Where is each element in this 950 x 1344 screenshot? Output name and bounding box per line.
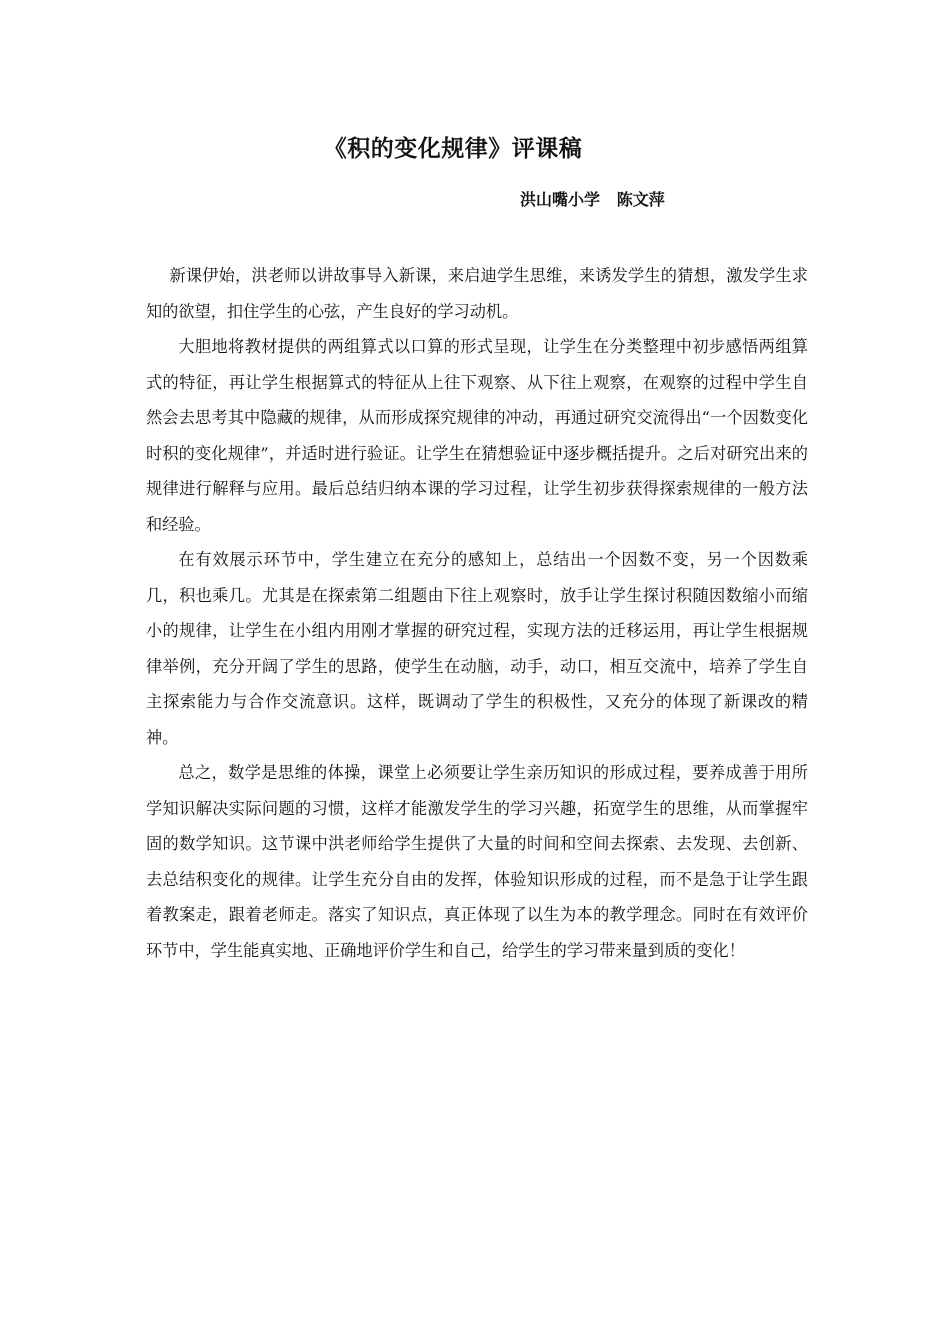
paragraph-4: 总之，数学是思维的体操，课堂上必须要让学生亲历知识的形成过程，要养成善于用所学知识解决实际问题的习惯，这样才能激发学生的学习兴趣，拓宽学生的思维，从而掌握牢固的数学知识。这节课中洪老师给学生提供了大量的时间和空间去探索、去发现、去创新、去总结积变化的规律。让学生充分自由的发挥，体验知识形成的过程，而不是急于让学生跟着教案走，跟着老师走。落实了知识点，真正体现了以生为本的教学理念。同时在有效评价环节中，学生能真实地、正确地评价学生和自己，给学生的学习带来量到质的变化！ xyxy=(146,763,808,960)
page-title: 《积的变化规律》评课稿 xyxy=(323,136,583,162)
paragraph-3: 在有效展示环节中，学生建立在充分的感知上，总结出一个因数不变，另一个因数乘几，积也乘几。尤其是在探索第二组题由下往上观察时，放手让学生探讨积随因数缩小而缩小的规律，让学生在小组内用刚才掌握的研究过程，实现方法的迁移运用，再让学生根据规律举例，充分开阔了学生的思路，使学生在动脑，动手，动口，相互交流中，培养了学生自主探索能力与合作交流意识。这样，既调动了学生的积极性，又充分的体现了新课改的精神。 xyxy=(146,550,808,747)
paragraph-2: 大胆地将教材提供的两组算式以口算的形式呈现，让学生在分类整理中初步感悟两组算式的特征，再让学生根据算式的特征从上往下观察、从下往上观察，在观察的过程中学生自然会去思考其中隐藏的规律，从而形成探究规律的冲动，再通过研究交流得出“一个因数变化时积的变化规律”，并适时进行验证。让学生在猜想验证中逐步概括提升。之后对研究出来的规律进行解释与应用。最后总结归纳本课的学习过程，让学生初步获得探索规律的一般方法和经验。 xyxy=(146,337,808,534)
body-text xyxy=(146,258,808,968)
paragraph-1: 新课伊始，洪老师以讲故事导入新课，来启迪学生思维，来诱发学生的猜想，激发学生求知的欲望，扣住学生的心弦，产生良好的学习动机。 xyxy=(146,266,808,321)
author-line: 洪山嘴小学 陈文萍 xyxy=(520,190,665,209)
